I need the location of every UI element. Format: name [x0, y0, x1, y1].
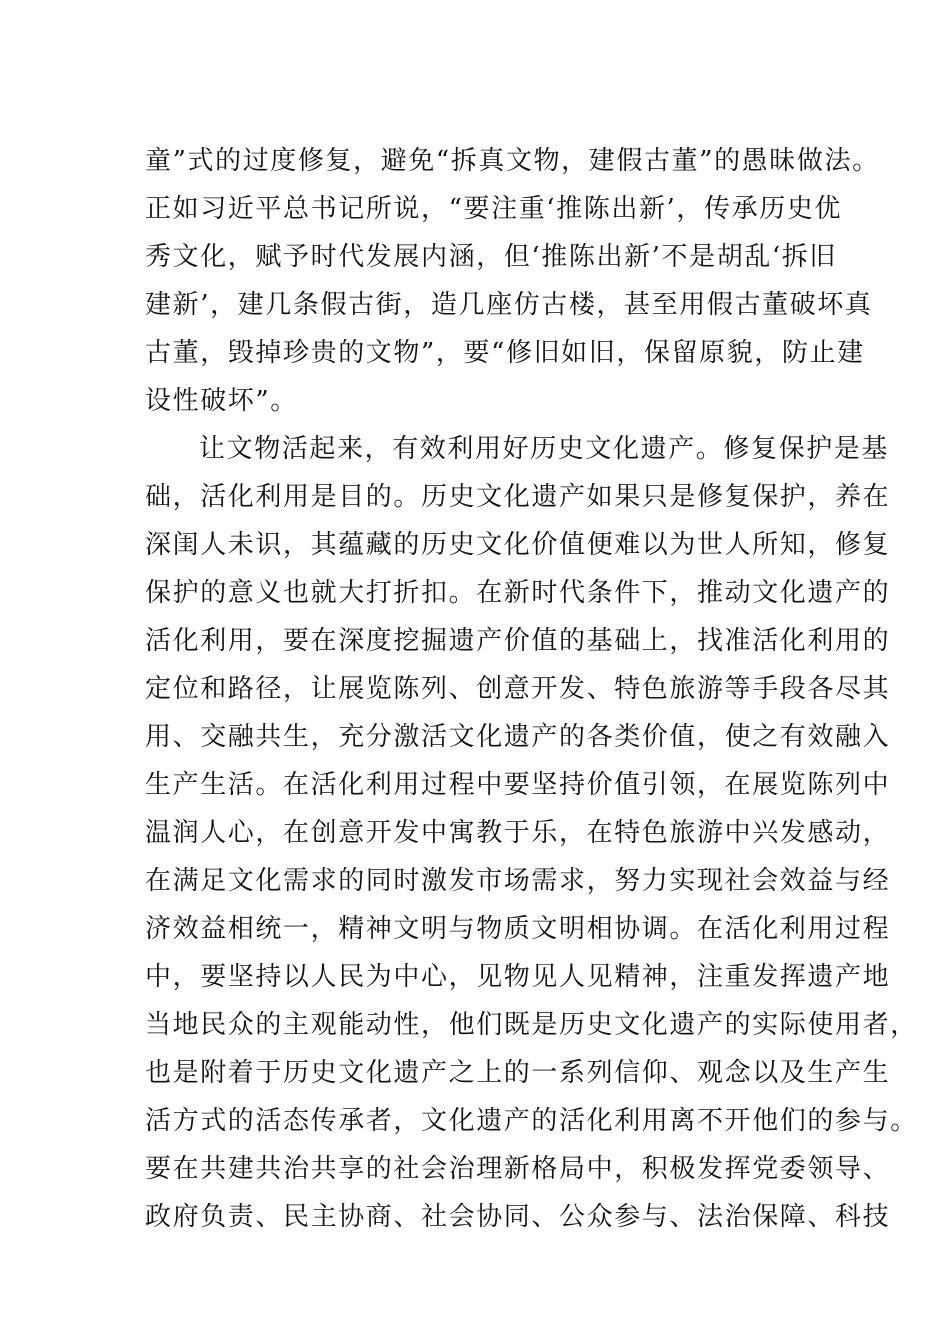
text-line: 中，要坚持以人民为中心，见物见人见精神，注重发挥遗产地 — [145, 962, 891, 992]
text-line: 定位和路径，让展览陈列、创意开发、特色旅游等手段各尽其 — [145, 674, 891, 704]
text-line: 设性破坏”。 — [145, 386, 298, 416]
body-text — [145, 137, 918, 1241]
text-line: 当地民众的主观能动性，他们既是历史文化遗产的实际使用者， — [145, 1010, 918, 1040]
text-line: 要在共建共治共享的社会治理新格局中，积极发挥党委领导、 — [145, 1154, 891, 1184]
text-line: 童”式的过度修复，避免“拆真文物，建假古董”的愚昧做法。 — [145, 146, 880, 176]
text-line: 在满足文化需求的同时激发市场需求，努力实现社会效益与经 — [145, 866, 891, 896]
text-line: 用、交融共生，充分激活文化遗产的各类价值，使之有效融入 — [145, 722, 891, 752]
text-line: 生产生活。在活化利用过程中要坚持价值引领，在展览陈列中 — [145, 770, 891, 800]
text-line: 也是附着于历史文化遗产之上的一系列信仰、观念以及生产生 — [145, 1058, 891, 1088]
text-line: 保护的意义也就大打折扣。在新时代条件下，推动文化遗产的 — [145, 578, 891, 608]
text-line: 济效益相统一，精神文明与物质文明相协调。在活化利用过程 — [145, 914, 891, 944]
text-line: 温润人心，在创意开发中寓教于乐，在特色旅游中兴发感动， — [145, 818, 891, 848]
text-line: 建新’，建几条假古街，造几座仿古楼，甚至用假古董破坏真 — [145, 290, 873, 320]
text-line: 正如习近平总书记所说，“要注重‘推陈出新’，传承历史优 — [145, 194, 843, 224]
text-line: 政府负责、民主协商、社会协同、公众参与、法治保障、科技 — [145, 1202, 891, 1232]
text-line: 秀文化，赋予时代发展内涵，但‘推陈出新’不是胡乱‘拆旧 — [145, 242, 837, 272]
paragraph-1 — [145, 137, 880, 425]
text-line: 深闺人未识，其蕴藏的历史文化价值便难以为世人所知，修复 — [145, 530, 891, 560]
text-line: 活化利用，要在深度挖掘遗产价值的基础上，找准活化利用的 — [145, 626, 891, 656]
text-line: 古董，毁掉珍贵的文物”，要“修旧如旧，保留原貌，防止建 — [145, 338, 865, 368]
paragraph-2 — [145, 425, 918, 1241]
text-line: 让文物活起来，有效利用好历史文化遗产。修复保护是基 — [199, 434, 890, 464]
text-line: 活方式的活态传承者，文化遗产的活化利用离不开他们的参与。 — [145, 1106, 918, 1136]
text-line: 础，活化利用是目的。历史文化遗产如果只是修复保护，养在 — [145, 482, 891, 512]
